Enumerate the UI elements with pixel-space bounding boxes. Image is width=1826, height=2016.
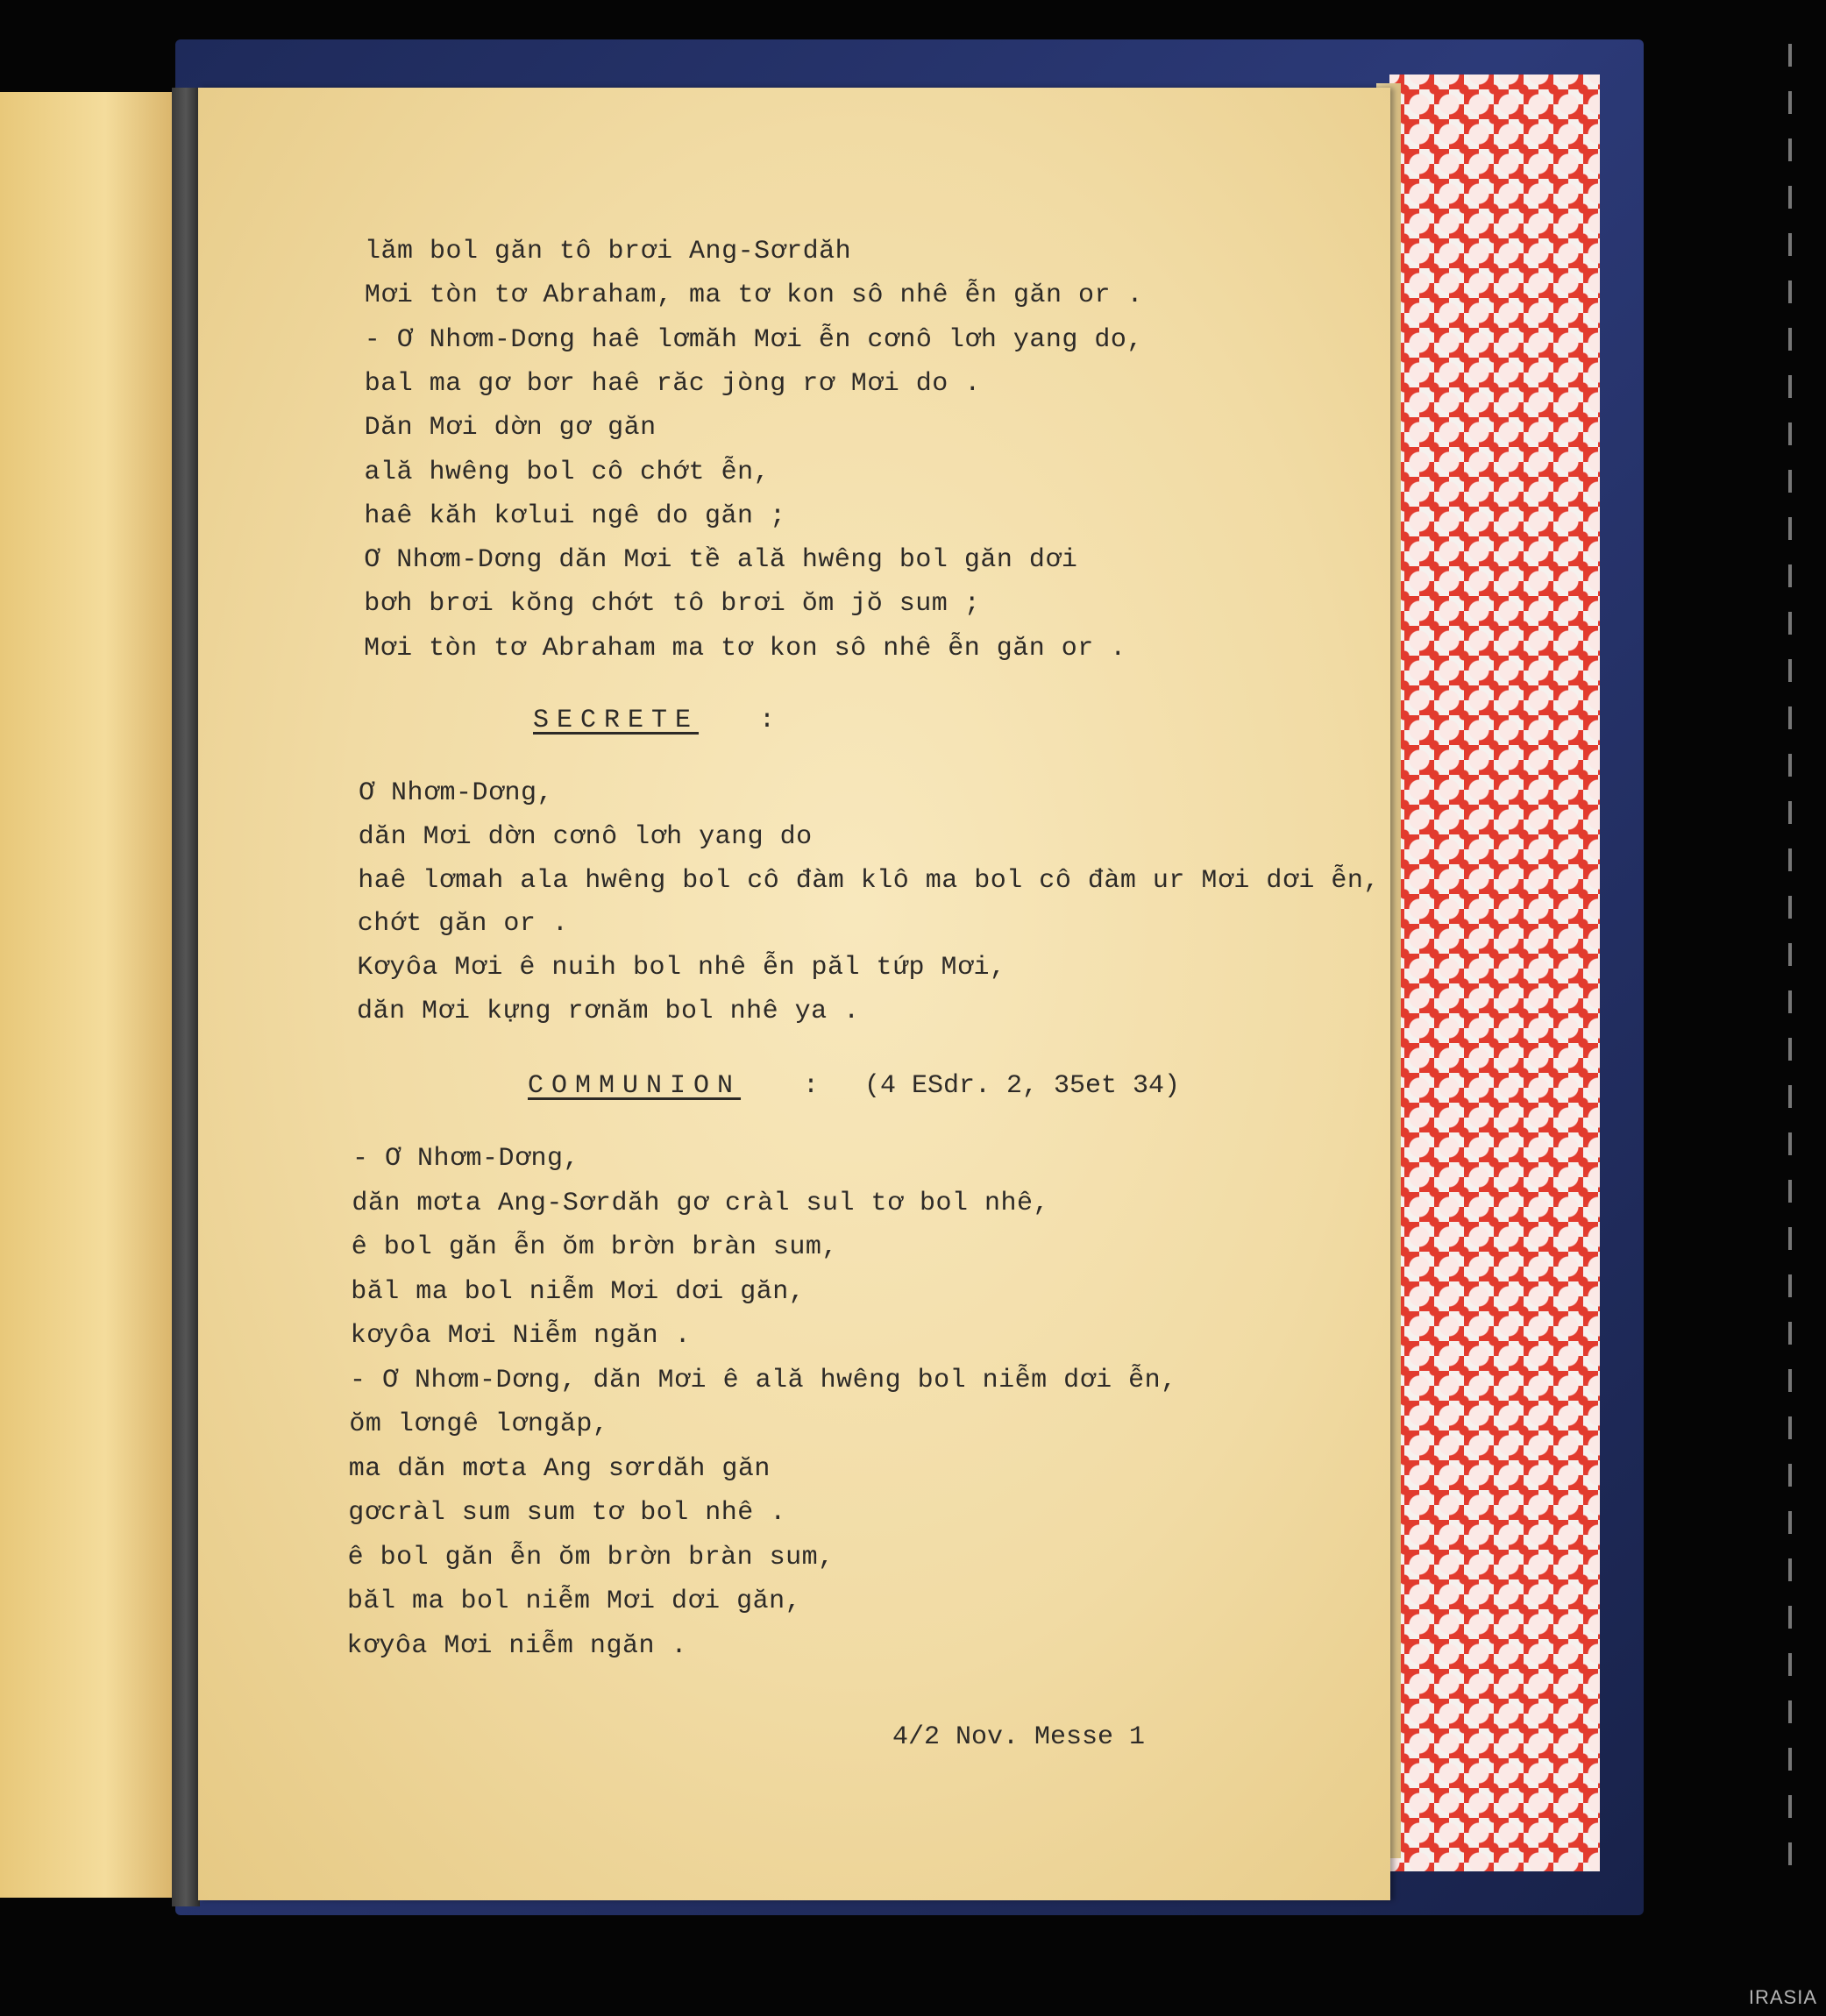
text-line: Dăn Mơi dờn gơ găn xyxy=(364,413,657,444)
text-line: kơyôa Mơi niễm ngăn . xyxy=(346,1630,687,1661)
watermark: IRASIA xyxy=(1748,1986,1817,2008)
text-line: lăm bol găn tô brơi Ang-Sơrdăh xyxy=(365,237,852,266)
book-gutter xyxy=(172,88,200,1906)
floral-endpaper xyxy=(1389,75,1600,1871)
typed-page xyxy=(198,88,1390,1900)
text-line: - Ơ Nhơm-Dơng haê lơmăh Mơi ễn cơnô lơh yang do, xyxy=(364,324,1143,355)
text-line: kơyôa Mơi Niễm ngăn . xyxy=(350,1321,692,1351)
communion-heading: COMMUNION xyxy=(528,1071,742,1101)
text-line: ma dăn mơta Ang sơrdăh găn xyxy=(348,1453,771,1484)
text-line: ală hwêng bol cô chớt ễn, xyxy=(364,457,771,487)
text-line: băl ma bol niễm Mơi dơi găn, xyxy=(347,1587,802,1616)
text-line: Ơ Nhơm-Dơng, xyxy=(359,778,554,808)
text-line: Kơyôa Mơi ê nuih bol nhê ễn păl tứp Mơi, xyxy=(357,953,1006,983)
text-line: gơcràl sum sum tơ bol nhê . xyxy=(348,1498,786,1528)
text-line: dăn Mơi dờn cơnô lơh yang do xyxy=(358,821,813,852)
text-line: ê bol găn ễn ŏm brờn bràn sum, xyxy=(347,1542,835,1572)
text-line: bơh brơi kŏng chớt tô brơi ŏm jŏ sum ; xyxy=(364,589,981,620)
text-line: bal ma gơ bơr haê răc jòng rơ Mơi do . xyxy=(364,368,981,399)
text-line: Mơi tòn tơ Abraham, ma tơ kon sô nhê ễn găn or . xyxy=(364,280,1144,311)
communion-colon: : xyxy=(803,1071,820,1101)
text-line: băl ma bol niễm Mơi dơi găn, xyxy=(351,1276,806,1307)
text-line: ŏm lơngê lơngăp, xyxy=(349,1409,609,1439)
secrete-colon: : xyxy=(759,706,776,735)
text-line: - Ơ Nhơm-Dơng, dăn Mơi ê ală hwêng bol niễm dơi ễn, xyxy=(350,1365,1177,1395)
text-line: dăn mơta Ang-Sơrdăh gơ cràl sul tơ bol nhê, xyxy=(352,1188,1050,1218)
page-footer-ref: 4/2 Nov. Messe 1 xyxy=(892,1722,1146,1752)
text-line: chớt găn or . xyxy=(357,909,569,940)
left-page xyxy=(0,92,175,1898)
text-line: Ơ Nhơm-Dơng dăn Mơi tề ală hwêng bol găn dơi xyxy=(364,545,1078,576)
text-line: dăn Mơi kựng rơnăm bol nhê ya . xyxy=(357,997,860,1026)
text-line: Mơi tòn tơ Abraham ma tơ kon sô nhê ễn găn or . xyxy=(364,633,1126,664)
text-line: haê lơmah ala hwêng bol cô đàm klô ma bol cô đàm ur Mơi dơi ễn, xyxy=(358,865,1380,896)
text-line: ê bol găn ễn ŏm brờn bràn sum, xyxy=(351,1232,838,1262)
secrete-heading: SECRETE xyxy=(533,706,700,735)
text-line: - Ơ Nhơm-Dơng, xyxy=(352,1144,580,1174)
text-line: haê kăh kơlui ngê do găn ; xyxy=(364,500,786,531)
communion-reference: (4 ESdr. 2, 35et 34) xyxy=(864,1071,1181,1101)
cover-stitching xyxy=(1788,44,1792,1867)
